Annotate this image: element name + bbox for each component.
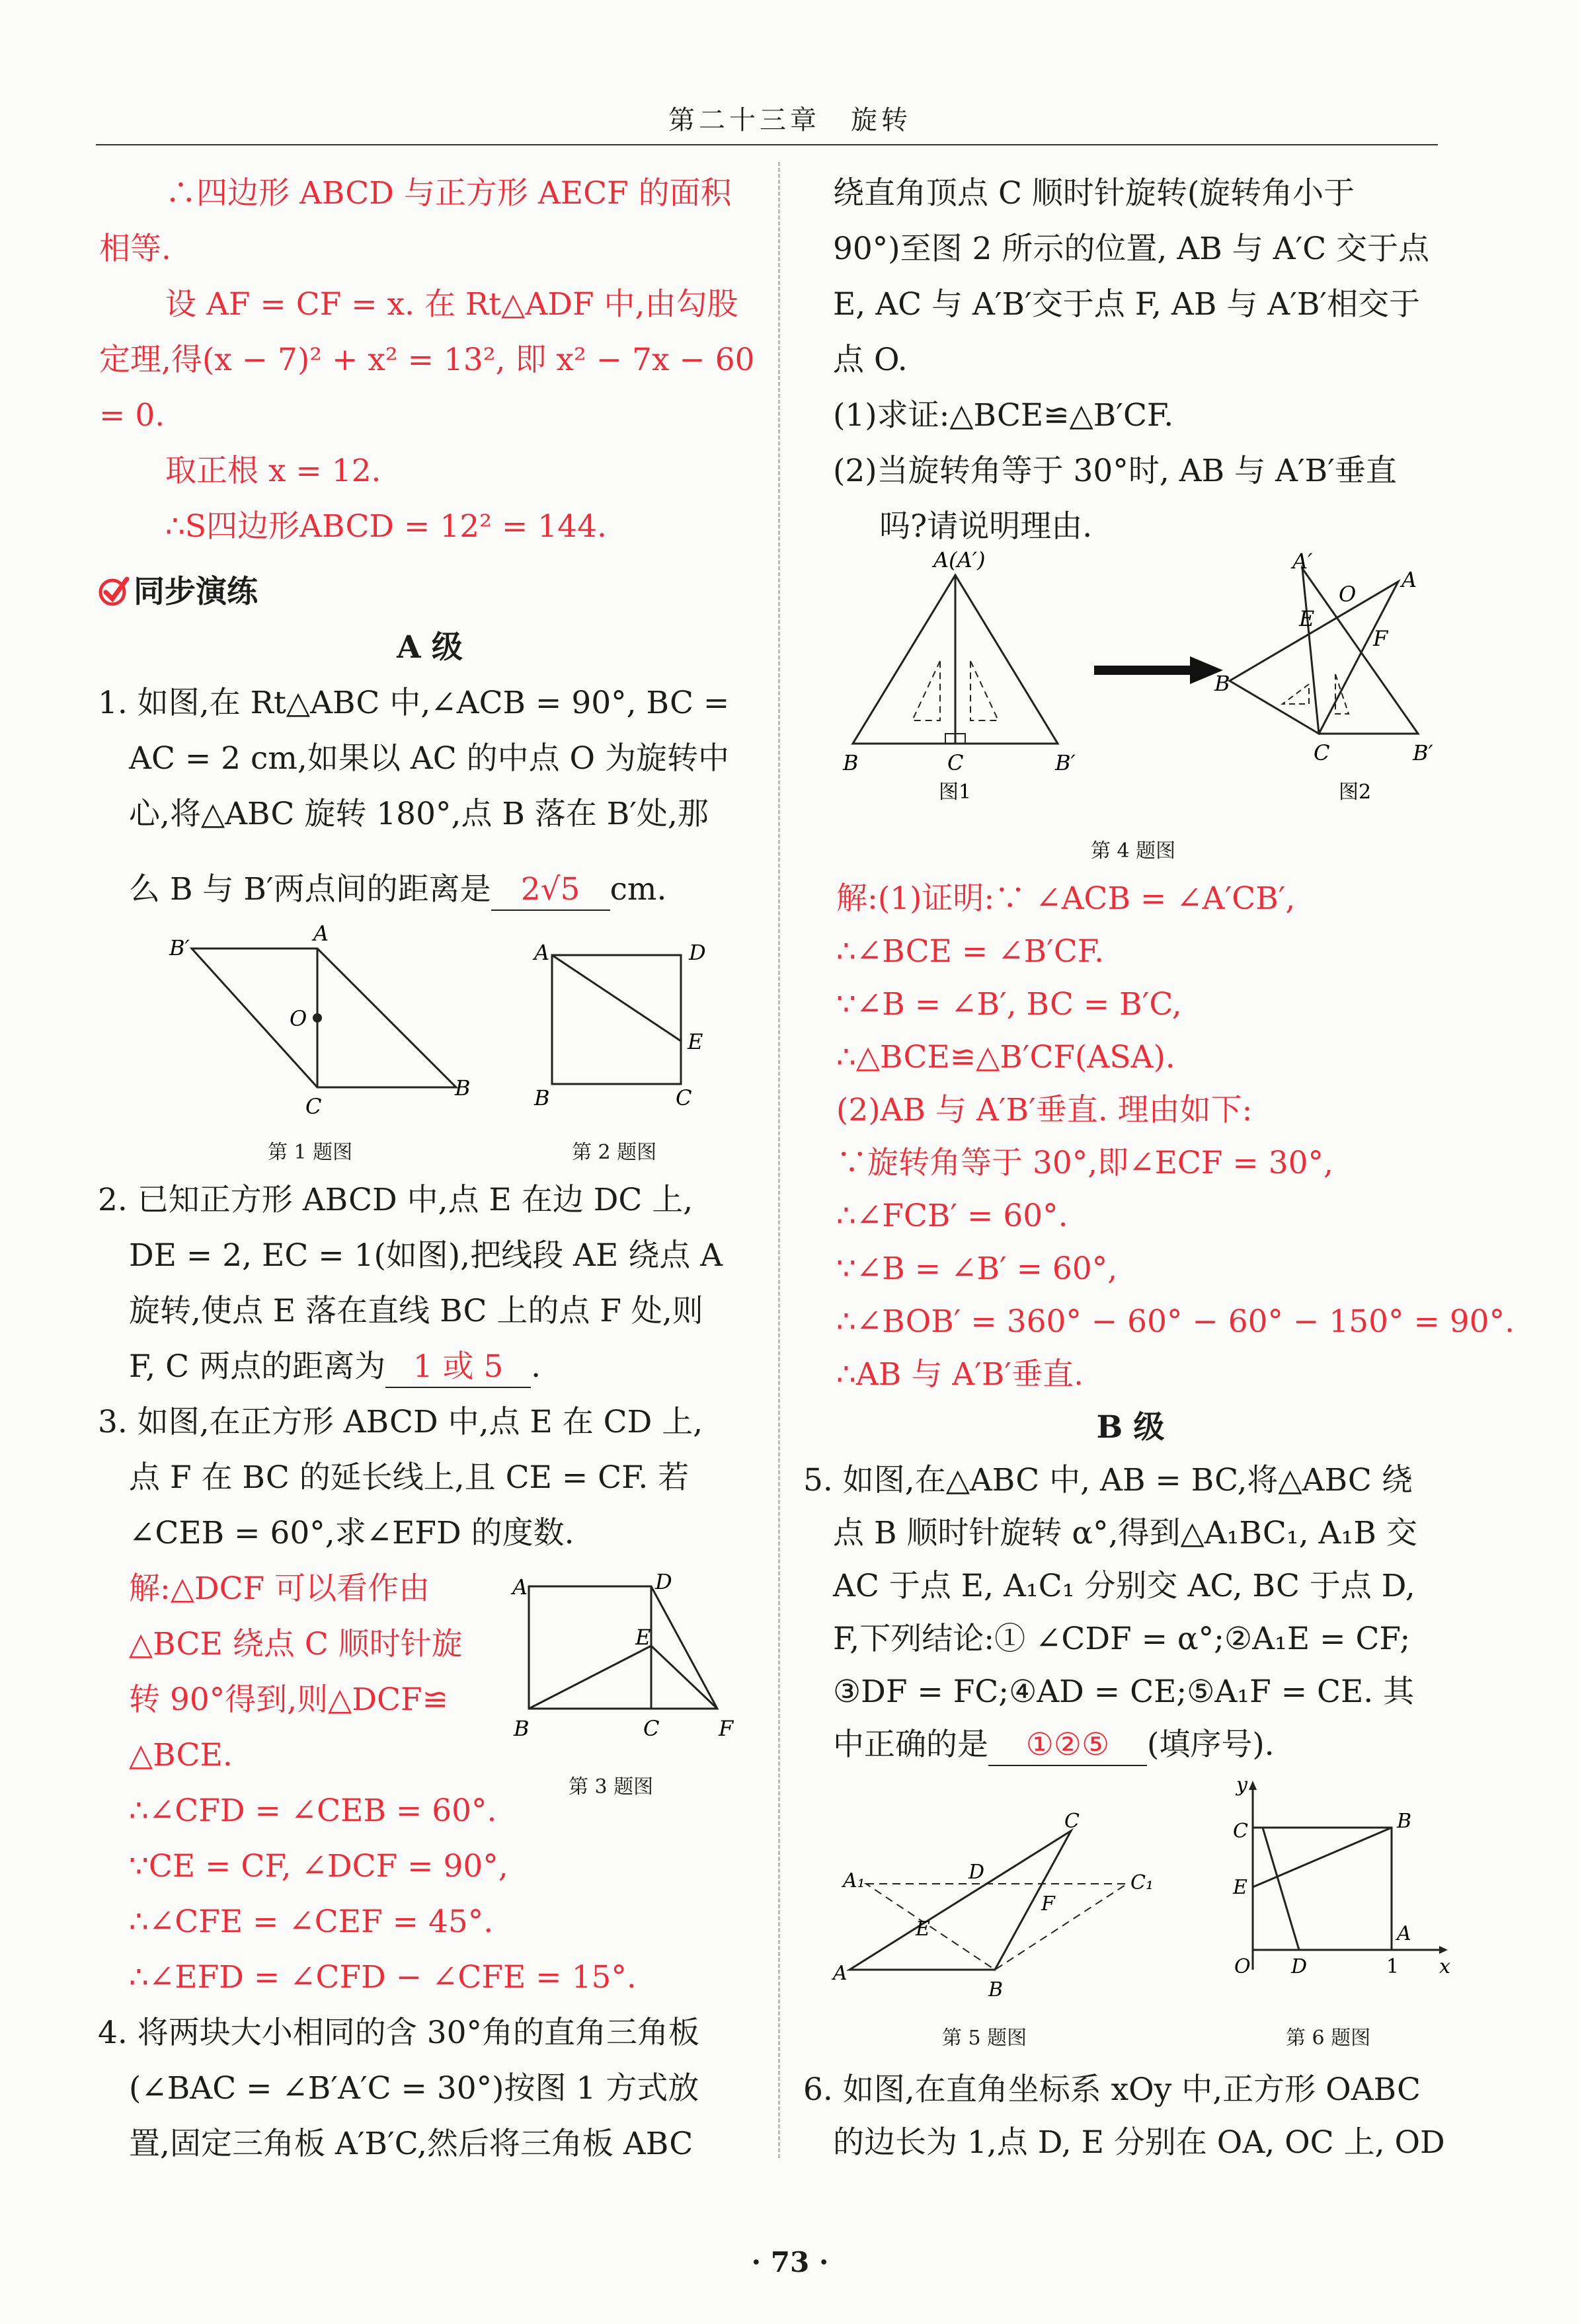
question-line: 吗?请说明理由. (879, 508, 1093, 545)
fig4-label: A(A′) (933, 549, 986, 572)
fig4-label: B′ (1055, 750, 1076, 775)
solution-line: ∴∠EFD = ∠CFD − ∠CFE = 15°. (129, 1959, 637, 1995)
fig2-label: D (689, 940, 706, 965)
fig3-label: D (655, 1569, 672, 1594)
fig1-label: C (305, 1094, 322, 1119)
solution-line: 转 90°得到,则△DCF≌ (129, 1682, 448, 1718)
question-line: 3. 如图,在正方形 ABCD 中,点 E 在 CD 上, (98, 1404, 703, 1440)
fig5-label: A (833, 1962, 848, 1985)
solution-line: ∵∠B = ∠B′ = 60°, (836, 1251, 1118, 1287)
fig6-label: D (1291, 1955, 1308, 1978)
question-line: AC 于点 E, A₁C₁ 分别交 AC, BC 于点 D, (833, 1568, 1415, 1604)
fig4-label: B (1214, 671, 1230, 696)
midpoint-o (313, 1013, 322, 1023)
fig6-label: C (1233, 1820, 1248, 1843)
question-line: 点 B 顺时针旋转 α°,得到△A₁BC₁, A₁B 交 (833, 1515, 1417, 1551)
fig2-label: B (534, 1085, 550, 1110)
solution-line: ∴AB 与 A′B′垂直. (836, 1356, 1084, 1393)
fig6-label: B (1397, 1810, 1412, 1833)
solution-line: ∴S四边形ABCD = 12² = 144. (165, 508, 607, 545)
fig5-label: B (988, 1978, 1004, 2001)
fig3-label: B (514, 1716, 530, 1741)
figure-3 (506, 1567, 744, 1752)
figure-caption: 第 2 题图 (572, 1141, 657, 1164)
question-line: 点 F 在 BC 的延长线上,且 CE = CF. 若 (129, 1459, 690, 1496)
solution-line: = 0. (99, 397, 165, 434)
chapter-header: 第二十三章 旋转 (668, 105, 912, 136)
question-line: (1)求证:△BCE≌△B′CF. (833, 397, 1174, 434)
figure-2 (522, 925, 721, 1124)
fig5-label: F (1041, 1892, 1055, 1916)
fig4-label: O (1339, 582, 1357, 607)
header-rule (96, 144, 1438, 145)
answer-blank: ①②⑤ (988, 1725, 1147, 1766)
solution-line: ∴∠BOB′ = 360° − 60° − 60° − 150° = 90°. (836, 1303, 1515, 1340)
fig5-label: A₁ (843, 1869, 865, 1892)
question-line: ③DF = FC;④AD = CE;⑤A₁F = CE. 其 (833, 1674, 1415, 1710)
solution-line: (2)AB 与 A′B′垂直. 理由如下: (836, 1092, 1253, 1128)
solution-line: ∴∠BCE = ∠B′CF. (836, 933, 1105, 970)
solution-line: 设 AF = CF = x. 在 Rt△ADF 中,由勾股 (165, 286, 738, 323)
figure-6 (1213, 1771, 1458, 1990)
question-line: 2. 已知正方形 ABCD 中,点 E 在边 DC 上, (98, 1182, 693, 1218)
column-divider (778, 162, 780, 2158)
solution-line: △BCE. (129, 1737, 233, 1773)
question-line: 中正确的是 ①②⑤ (填序号). (833, 1725, 1275, 1766)
fig1-label: A (313, 922, 329, 946)
question-line: 4. 将两块大小相同的含 30°角的直角三角板 (98, 2015, 700, 2051)
question-line: 的边长为 1,点 D, E 分别在 OA, OC 上, OD (833, 2124, 1445, 2161)
question-line: F,下列结论:① ∠CDF = α°;②A₁E = CF; (833, 1621, 1411, 1657)
question-line: 绕直角顶点 C 顺时针旋转(旋转角小于 (833, 175, 1355, 212)
solution-line: ∵CE = CF, ∠DCF = 90°, (129, 1848, 508, 1884)
solution-line: 取正根 x = 12. (165, 453, 381, 489)
level-heading: B 级 (1096, 1409, 1165, 1446)
fig5-label: C₁ (1130, 1871, 1154, 1894)
figure-caption: 第 1 题图 (268, 1141, 353, 1164)
level-heading: A 级 (397, 629, 463, 666)
fig3-label: C (643, 1716, 660, 1741)
fig2-label: A (534, 940, 550, 965)
fig3-label: E (635, 1625, 651, 1650)
fig4-label: B′ (1413, 740, 1433, 765)
figure-caption: 第 3 题图 (569, 1775, 654, 1799)
figure-caption: 第 4 题图 (1091, 839, 1176, 863)
question-line: 点 O. (833, 342, 908, 378)
solution-line: ∴∠FCB′ = 60°. (836, 1198, 1068, 1234)
answer-blank: 2√5 (491, 870, 610, 911)
solution-line: 解:△DCF 可以看作由 (129, 1570, 430, 1607)
solution-line: ∵∠B = ∠B′, BC = B′C, (836, 986, 1182, 1023)
figure-5 (830, 1804, 1173, 2003)
fig6-label: E (1233, 1876, 1247, 1899)
fig6-label: 1 (1386, 1955, 1400, 1978)
question-line: (2)当旋转角等于 30°时, AB 与 A′B′垂直 (833, 453, 1397, 489)
answer-blank: 1 或 5 (385, 1347, 531, 1388)
figure-4-2 (1200, 549, 1438, 806)
fig6-label: x (1439, 1955, 1450, 1978)
figure-caption: 第 6 题图 (1286, 2027, 1371, 2050)
question-line: F, C 两点的距离为 1 或 5 . (129, 1347, 541, 1388)
question-line: AC = 2 cm,如果以 AC 的中点 O 为旋转中 (129, 740, 730, 777)
fig6-label: A (1397, 1922, 1411, 1945)
solution-line: 定理,得(x − 7)² + x² = 13², 即 x² − 7x − 60 (99, 342, 755, 378)
solution-line: 解:(1)证明:∵ ∠ACB = ∠A′CB′, (836, 880, 1296, 917)
section-title: 同步演练 (134, 574, 258, 610)
solution-line: 相等. (99, 231, 171, 267)
page-number: · 73 · (751, 2246, 829, 2278)
checkmark-icon (98, 575, 130, 607)
solution-line: ∴∠CFE = ∠CEF = 45°. (129, 1904, 494, 1940)
question-line: DE = 2, EC = 1(如图),把线段 AE 绕点 A (129, 1237, 723, 1274)
question-line: 5. 如图,在△ABC 中, AB = BC,将△ABC 绕 (803, 1462, 1413, 1498)
question-line: 旋转,使点 E 落在直线 BC 上的点 F 处,则 (129, 1293, 703, 1329)
fig6-label: y (1236, 1773, 1247, 1797)
figure-1 (159, 922, 476, 1120)
fig2-label: E (688, 1029, 703, 1054)
fig4-label: F (1373, 626, 1388, 651)
fig4-label: C (1314, 740, 1330, 765)
fig4-sub: 图2 (1339, 781, 1372, 804)
question-line: 置,固定三角板 A′B′C,然后将三角板 ABC (129, 2126, 693, 2162)
fig4-label: B (843, 750, 859, 775)
fig3-label: A (512, 1574, 528, 1600)
solution-line: △BCE 绕点 C 顺时针旋 (129, 1626, 463, 1662)
fig5-label: C (1064, 1810, 1080, 1833)
question-line: 1. 如图,在 Rt△ABC 中,∠ACB = 90°, BC = (98, 685, 730, 721)
fig3-label: F (719, 1716, 734, 1741)
question-line: 心,将△ABC 旋转 180°,点 B 落在 B′处,那 (129, 796, 709, 832)
question-line: E, AC 与 A′B′交于点 F, AB 与 A′B′相交于 (833, 286, 1421, 323)
question-line: 6. 如图,在直角坐标系 xOy 中,正方形 OABC (803, 2072, 1421, 2108)
solution-line: ∴△BCE≌△B′CF(ASA). (836, 1039, 1175, 1075)
fig4-sub: 图1 (939, 781, 972, 804)
solution-line: ∵旋转角等于 30°,即∠ECF = 30°, (836, 1145, 1333, 1181)
fig4-label: C (947, 750, 964, 775)
fig5-label: D (968, 1861, 985, 1884)
figure-caption: 第 5 题图 (942, 2027, 1027, 2050)
question-line: ∠CEB = 60°,求∠EFD 的度数. (129, 1515, 574, 1551)
fig1-label: B (455, 1075, 471, 1101)
fig5-label: E (916, 1917, 930, 1941)
figure-4-1 (840, 549, 1091, 806)
fig1-label: O (290, 1006, 307, 1031)
solution-line: ∴∠CFD = ∠CEB = 60°. (129, 1793, 497, 1829)
fig4-label: A (1402, 567, 1417, 592)
question-line: 么 B 与 B′两点间的距离是 2√5 cm. (129, 870, 666, 911)
fig6-label: O (1234, 1955, 1251, 1978)
question-line: 90°)至图 2 所示的位置, AB 与 A′C 交于点 (833, 231, 1430, 267)
solution-line: ∴四边形 ABCD 与正方形 AECF 的面积 (165, 175, 732, 212)
fig4-label: A′ (1292, 549, 1313, 574)
fig1-label: B′ (169, 935, 190, 960)
question-line: (∠BAC = ∠B′A′C = 30°)按图 1 方式放 (129, 2070, 699, 2107)
fig2-label: C (676, 1085, 692, 1110)
fig4-label: E (1299, 606, 1315, 631)
